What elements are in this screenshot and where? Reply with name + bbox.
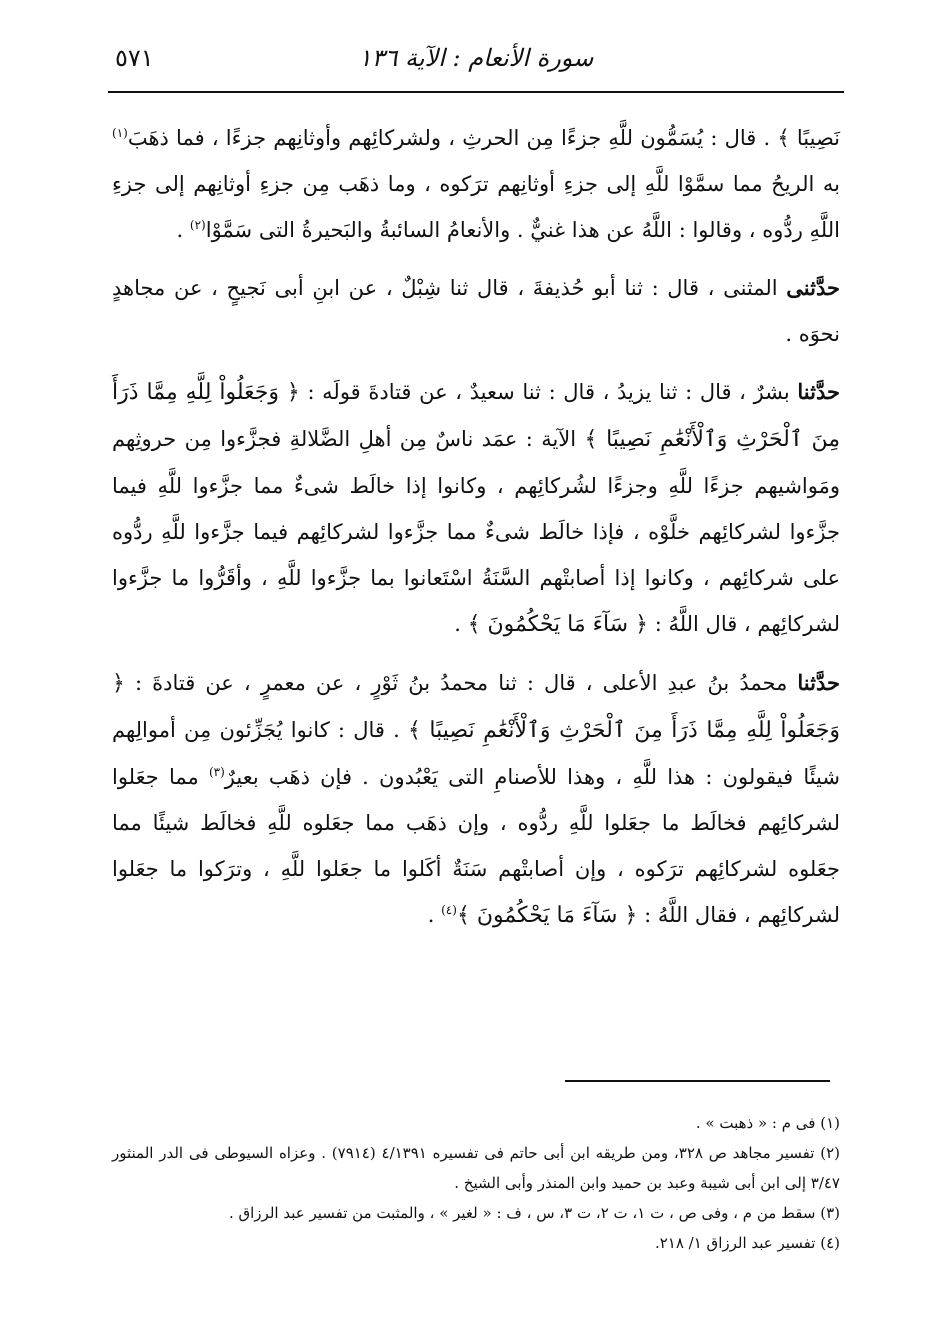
footnote-marker: (٣) [208, 765, 225, 779]
paragraph-text: المثنى ، قال : ثنا أبو حُذيفةَ ، قال ثنا شِبْلٌ ، عن ابنِ أبى نَجيحٍ ، عن مجاهدٍ نحوَه . [112, 276, 840, 346]
footnote-3: (٣) سقط من م ، وفى ص ، ت ١، ت ٢، ت ٣، س ، ف : « لغير » ، والمثبت من تفسير عبد الرزاق . [228, 1204, 840, 1222]
footnote-rule [565, 1080, 830, 1082]
footnote-marker: (٤) [441, 903, 457, 917]
paragraph-end: . [427, 903, 435, 927]
isnad-opener: حدَّثنى [786, 275, 840, 300]
paragraph-end: . [176, 218, 184, 242]
main-text [112, 115, 840, 951]
footnote-4: (٤) تفسير عبد الرزاق ١/ ٢١٨. [654, 1234, 840, 1252]
isnad-opener: حدَّثنا [797, 379, 840, 404]
paragraph-3 [112, 369, 840, 648]
quran-quote: ﴿ وَجَعَلُواْ لِلَّهِ مِمَّا ذَرَأَ مِنَ ٱلْحَرْثِ وَٱلْأَنْعَٰمِ نَصِيبًا ﴾ [112, 671, 840, 743]
footnote-marker: (٢) [189, 218, 206, 232]
footnote-marker: (١) [112, 126, 128, 140]
quran-quote: ﴿ سَآءَ مَا يَحْكُمُونَ ﴾ [456, 903, 638, 928]
paragraph-text: به الريحُ مما سمَّوْا للَّهِ إلى جزءِ أوثانِهم ترَكوه ، وما ذهَب مِن جزءِ أوثانِهم إلى جزءِ اللَّهِ ردُّوه ، وقالوا : اللَّهُ عن هذا غنيٌّ . والأنعامُ السائبةُ والبَحيرةُ التى سَمَّوْا [112, 172, 840, 242]
header-rule [108, 91, 844, 93]
isnad-opener: حدَّثنا [797, 670, 840, 695]
quran-quote: ﴿ سَآءَ مَا يَحْكُمُونَ ﴾ [467, 612, 648, 637]
paragraph-text: . قال : كانوا يُجَزِّئون مِن أموالِهم شيئًا فيقولون : هذا للَّهِ ، وهذا للأصنامِ التى يَعْبُدون . فإن ذهَب بعيرٌ [112, 718, 840, 789]
paragraph-4 [112, 660, 840, 939]
paragraph-2 [112, 265, 840, 357]
page-header [115, 38, 837, 92]
paragraph-end: . [454, 612, 461, 636]
page-number: ٥٧١ [115, 44, 154, 72]
footnote-2: (٢) تفسير مجاهد ص ٣٢٨، ومن طريقه ابن أبى حاتم فى تفسيره ٤/١٣٩١ (٧٩١٤) . وعزاه السيوطى فى الدر المنثور ٣/٤٧ إلى ابن أبى شيبة وعبد بن حميد وابن المنذر وأبى الشيخ . [112, 1144, 840, 1192]
paragraph-text: بشرٌ ، قال : ثنا يزيدُ ، قال : ثنا سعيدٌ ، عن قتادةَ قولَه : [307, 380, 790, 404]
footnote-1: (١) فى م : « ذهبت » . [695, 1114, 840, 1132]
footnotes [112, 1108, 840, 1258]
quran-quote: ﴿ وَجَعَلُواْ لِلَّهِ مِمَّا ذَرَأَ مِنَ ٱلْحَرْثِ وَٱلْأَنْعَٰمِ نَصِيبًا ﴾ [112, 380, 840, 452]
paragraph-text: نَصِيبًا ﴾ . قال : يُسَمُّون للَّهِ جزءًا مِن الحرثِ ، ولشركائِهم وأوثانِهم جزءًا ، فما ذهَبَ [127, 126, 840, 150]
paragraph-1 [112, 115, 840, 253]
running-title: سورة الأنعام : الآية ١٣٦ [358, 44, 594, 72]
paragraph-text: محمدُ بنُ عبدِ الأعلى ، قال : ثنا محمدُ بنُ ثَوْرٍ ، عن معمرٍ ، عن قتادةَ : [134, 671, 788, 695]
paragraph-text: الآية : عمَد ناسٌ مِن أهلِ الضَّلالةِ فجزَّءوا مِن حروثِهم ومَواشيهم جزءًا للَّهِ وجزءًا لشُركائِهم ، وكانوا إذا خالَط شىءٌ مما جزَّءوا للَّهِ فيما جزَّءوا لشركائِهم خلَّوْه ، فإذا خالَط شىءٌ مما جزَّءوا لشركائِهم فيما جزَّءوا للَّهِ ردُّوه على شركائِهم ، وكانوا إذا أصابتْهم السَّنَةُ اسْتَعانوا بما جزَّءوا للَّهِ ، وأقَرُّوا ما جزَّءوا لشركائِهم ، قال اللَّهُ : [112, 427, 840, 636]
paragraph-text: مما جعَلوا لشركائِهم فخالَط ما جعَلوا للَّهِ ردُّوه ، وإن ذهَب مما جعَلوه للَّهِ فخالَط شيئًا مما جعَلوه لشركائِهم ترَكوه ، وإن أصابتْهم سَنَةٌ أكَلوا ما جعَلوا للَّهِ ، وترَكوا ما جعَلوا لشركائِهم ، فقال اللَّهُ : [112, 765, 840, 927]
